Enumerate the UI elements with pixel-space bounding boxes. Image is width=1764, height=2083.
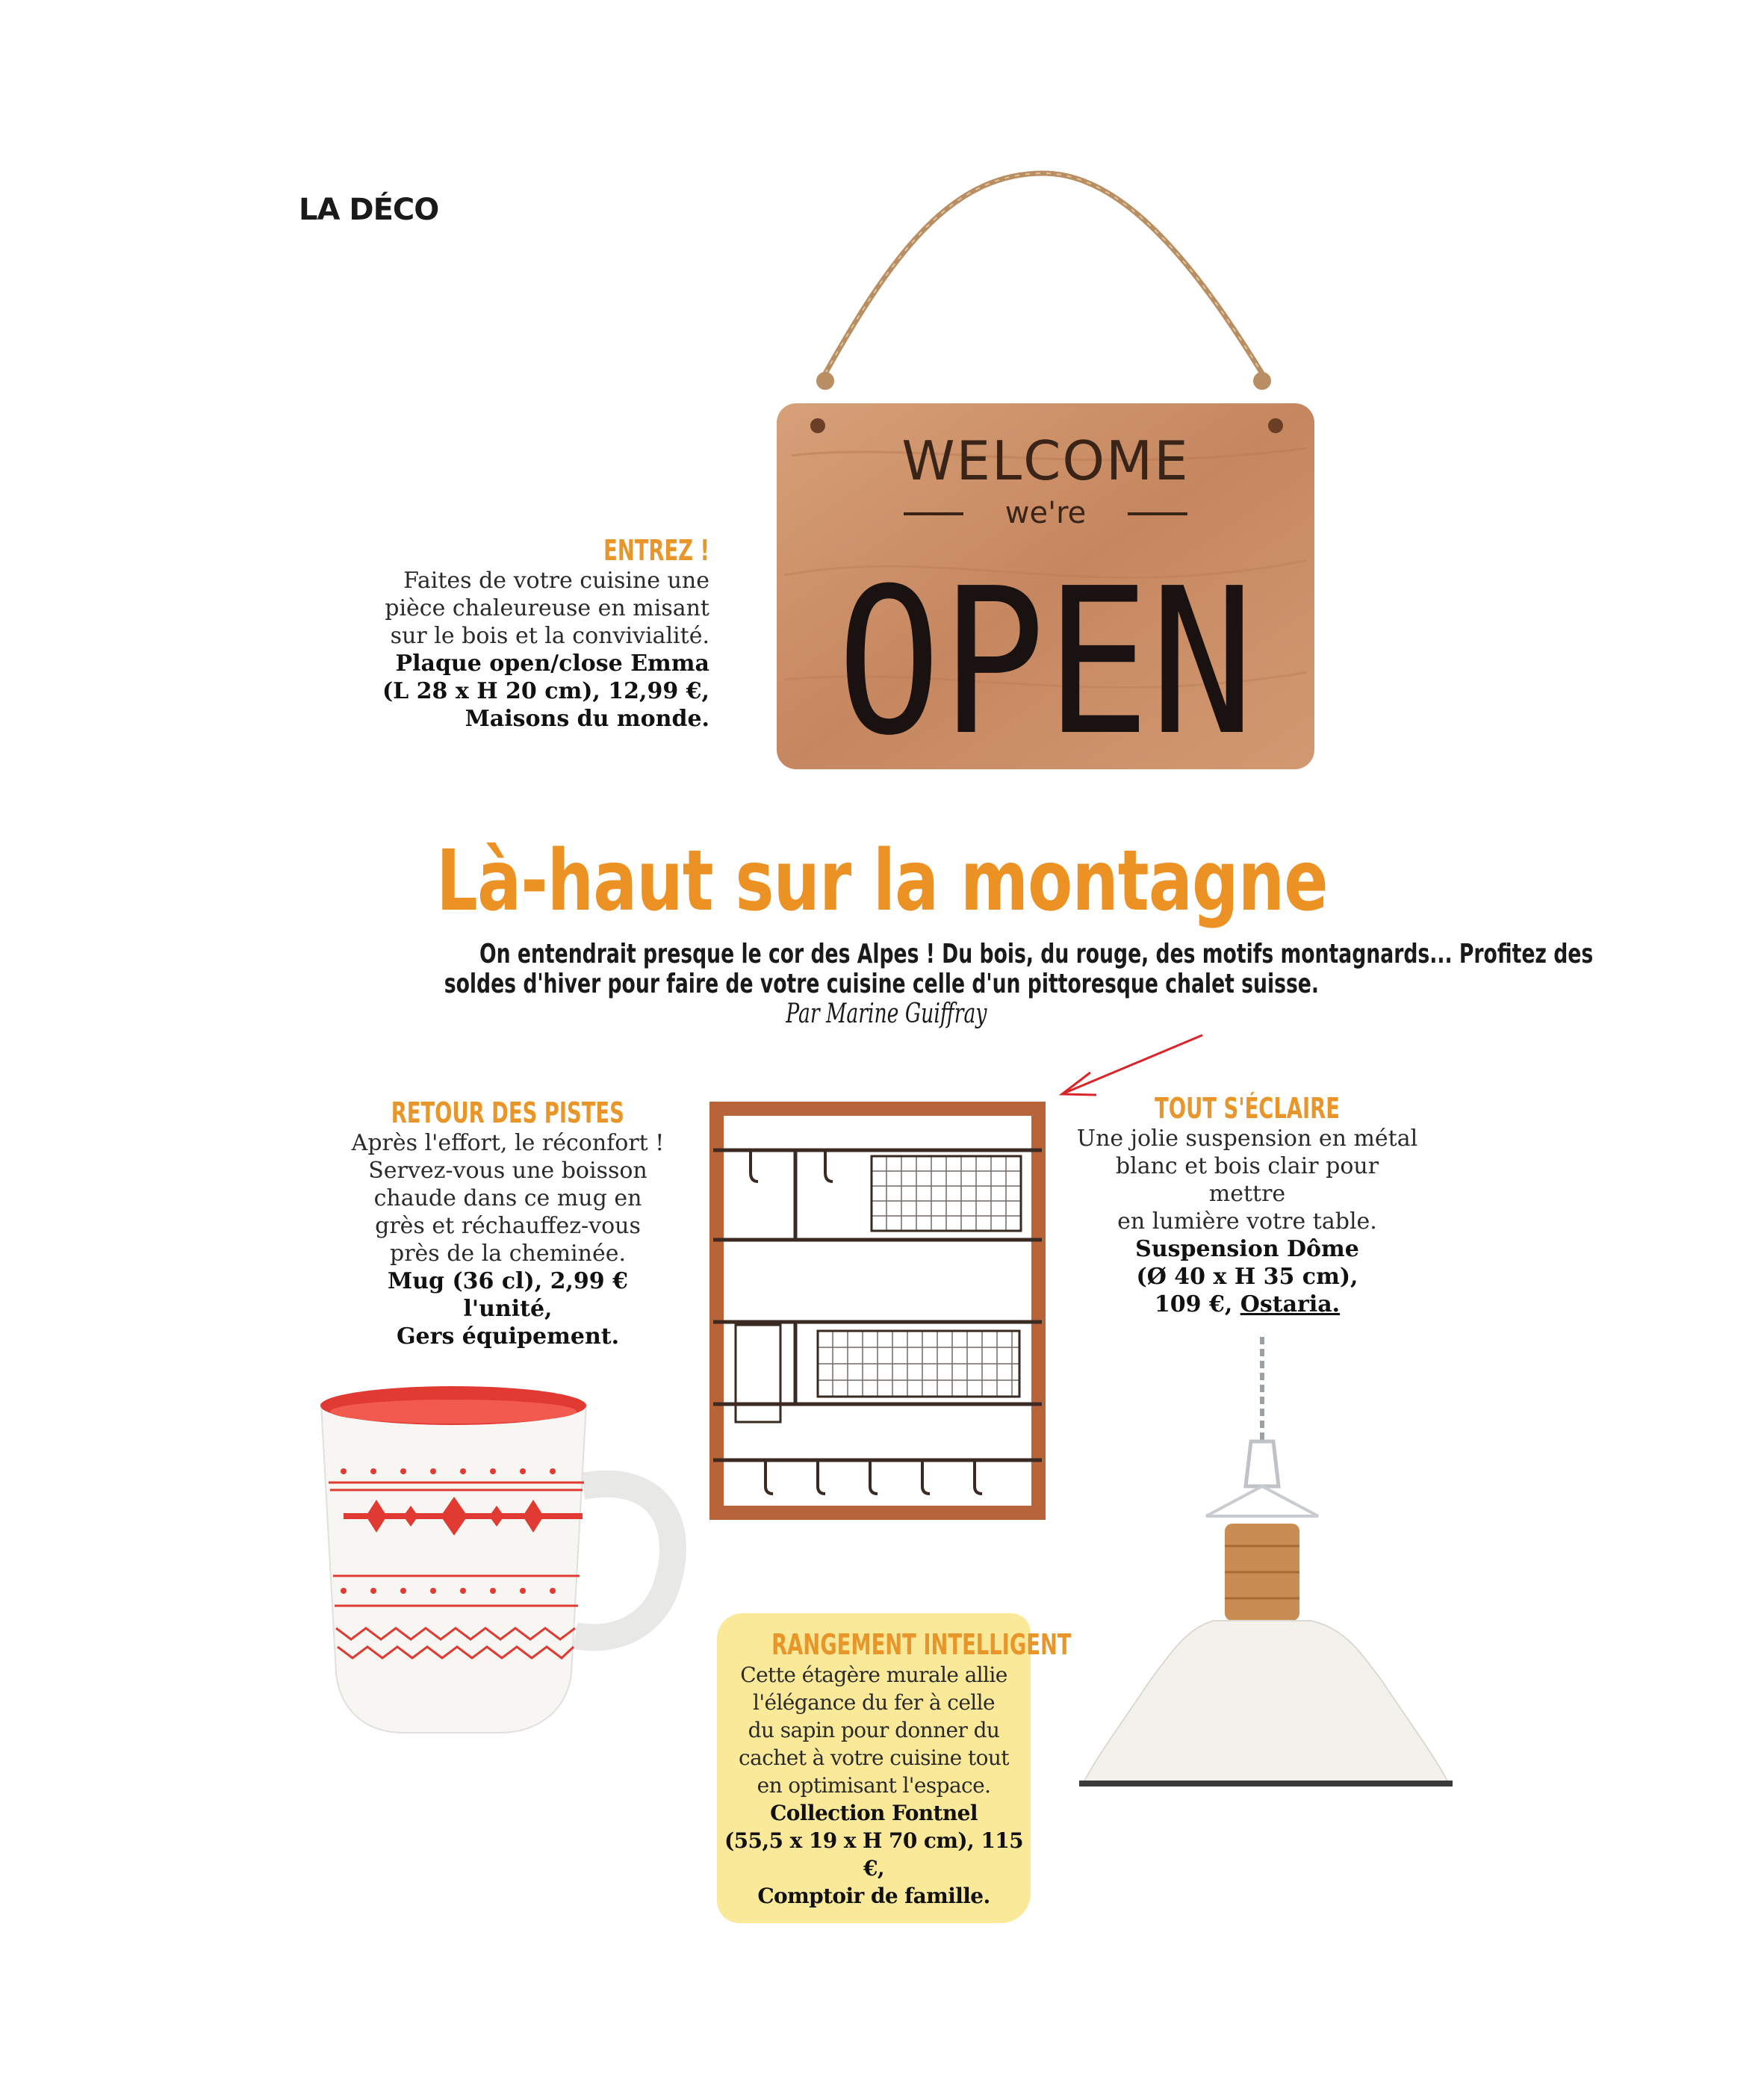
tout-desc-line: Une jolie suspension en métal: [1076, 1126, 1418, 1152]
tout-desc-line: blanc et bois clair pour mettre: [1115, 1153, 1379, 1207]
rangement-product-line: (55,5 x 19 x H 70 cm), 115 €,: [724, 1828, 1023, 1881]
article-intro: [284, 939, 1594, 1029]
rangement-desc-line: du sapin pour donner du: [748, 1718, 1000, 1742]
rangement-block: [713, 1628, 1072, 1910]
tout-desc-line: en lumière votre table.: [1117, 1208, 1377, 1235]
tout-price: 109 €,: [1154, 1291, 1240, 1317]
retour-heading: RETOUR DES PISTES: [391, 1096, 625, 1129]
pendant-lamp-image: [1075, 1337, 1464, 1800]
entrez-product-line: Plaque open/close Emma: [395, 651, 709, 677]
tout-product: [1075, 1235, 1419, 1318]
wall-shelf-image: [706, 1098, 1049, 1524]
entrez-product: [351, 650, 709, 733]
entrez-block: [351, 534, 709, 733]
entrez-product-line: Maisons du monde.: [465, 706, 709, 732]
retour-desc-line: grès et réchauffez-vous: [375, 1213, 641, 1239]
retour-product: [344, 1267, 672, 1350]
byline: Par Marine Guiffray: [786, 999, 987, 1029]
retour-description: [344, 1129, 672, 1267]
entrez-description: [351, 567, 709, 650]
intro-line: soldes d'hiver pour faire de votre cuisine celle d'un pittoresque chalet suisse.: [444, 969, 1319, 999]
section-label: LA DÉCO: [299, 193, 439, 227]
entrez-desc-line: Faites de votre cuisine une: [403, 568, 709, 594]
tout-heading: TOUT S'ÉCLAIRE: [1155, 1092, 1340, 1125]
retour-product-line: Gers équipement.: [396, 1323, 620, 1350]
entrez-product-line: (L 28 x H 20 cm), 12,99 €,: [382, 678, 709, 704]
sign-open-text: OPEN: [836, 545, 1255, 777]
retour-product-line: Mug (36 cl), 2,99 € l'unité,: [388, 1268, 628, 1322]
rangement-product: [713, 1799, 1034, 1910]
entrez-heading: ENTREZ !: [603, 534, 709, 567]
tout-product-line: Suspension Dôme: [1135, 1236, 1359, 1262]
rangement-desc-line: cachet à votre cuisine tout: [739, 1745, 1009, 1770]
mug-image: [314, 1382, 702, 1740]
retour-desc-line: chaude dans ce mug en: [373, 1185, 642, 1211]
rangement-desc-line: Cette étagère murale allie: [740, 1663, 1007, 1687]
entrez-desc-line: sur le bois et la convivialité.: [390, 623, 709, 649]
article-title-text: Là-haut sur la montagne: [436, 833, 1328, 930]
welcome-sign-image: [769, 157, 1329, 777]
retour-desc-line: Servez-vous une boisson: [368, 1158, 647, 1184]
entrez-desc-line: pièce chaleureuse en misant: [385, 595, 709, 621]
tout-block: [1075, 1092, 1419, 1318]
tout-description: [1075, 1125, 1419, 1235]
rangement-desc-line: en optimisant l'espace.: [757, 1773, 991, 1798]
rangement-product-line: Comptoir de famille.: [757, 1884, 990, 1908]
rangement-description: [713, 1661, 1034, 1799]
tout-product-line: (Ø 40 x H 35 cm),: [1136, 1264, 1358, 1290]
retour-block: [344, 1096, 672, 1350]
rangement-heading: RANGEMENT INTELLIGENT: [771, 1628, 1072, 1661]
rangement-desc-line: l'élégance du fer à celle: [753, 1690, 995, 1715]
sign-were-text: we're: [1004, 496, 1087, 530]
retour-desc-line: Après l'effort, le réconfort !: [351, 1130, 665, 1156]
retour-desc-line: près de la cheminée.: [389, 1241, 627, 1267]
rangement-product-line: Collection Fontnel: [770, 1801, 978, 1825]
tout-brand-link[interactable]: Ostaria.: [1240, 1291, 1341, 1317]
intro-line: On entendrait presque le cor des Alpes ! Du bois, du rouge, des motifs montagnards... Profitez des: [479, 939, 1594, 969]
sign-welcome-text: WELCOME: [901, 429, 1190, 492]
article-title: [0, 833, 1764, 930]
